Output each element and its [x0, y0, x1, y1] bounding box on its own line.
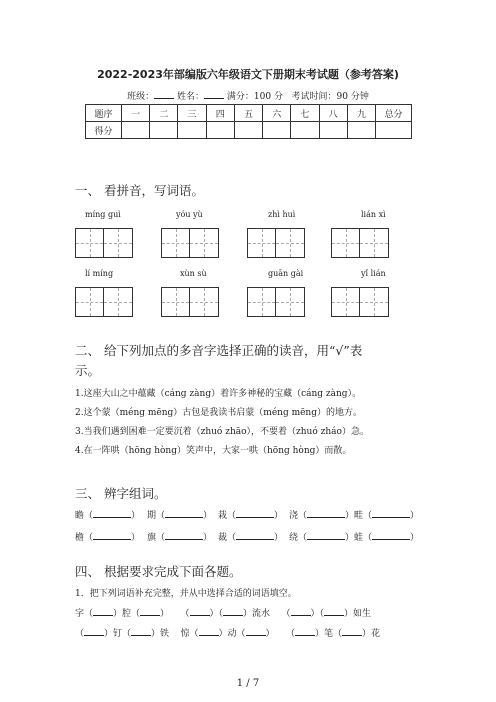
score-row-label: 得分	[86, 122, 122, 139]
score-cell[interactable]	[347, 122, 375, 139]
answer-blank[interactable]	[199, 626, 219, 636]
idiom-text: ）钉（	[104, 629, 132, 639]
score-header-cell: 五	[234, 105, 262, 122]
idiom-text: ）腔（	[113, 609, 141, 619]
char-pair	[147, 530, 212, 543]
writing-cell[interactable]	[360, 229, 388, 257]
char-label: 期（	[147, 511, 166, 521]
page-number: 1 / 7	[236, 678, 260, 689]
writing-cell[interactable]	[76, 288, 104, 316]
idiom-text: （	[75, 629, 85, 639]
idiom-text: ）（	[310, 609, 325, 619]
char-pair	[147, 508, 212, 521]
answer-blank[interactable]	[93, 606, 113, 616]
writing-cell[interactable]	[104, 288, 132, 316]
bracket-close: ）	[203, 511, 213, 521]
score-header-cell: 总分	[376, 105, 412, 122]
answer-blank[interactable]	[223, 606, 243, 616]
char-label: 裁（	[218, 533, 237, 543]
answer-blank[interactable]	[291, 606, 311, 616]
pinyin-label: lí míng	[85, 269, 114, 278]
bracket-close: ）	[345, 533, 355, 543]
char-pair	[218, 530, 283, 543]
score-cell[interactable]	[263, 122, 291, 139]
score-cell[interactable]	[150, 122, 178, 139]
score-header-cell: 四	[206, 105, 234, 122]
idiom-text: ）	[265, 629, 275, 639]
document-title: 2022-2023年部编版六年级语文下册期末考试题（参考答案)	[97, 68, 399, 81]
idiom-text: ）（	[209, 609, 224, 619]
answer-blank[interactable]	[342, 626, 362, 636]
answer-blank[interactable]	[93, 508, 131, 518]
class-label: 班级：	[127, 92, 155, 102]
score-cell[interactable]	[234, 122, 262, 139]
writing-cell[interactable]	[276, 288, 304, 316]
idiom-text: 惊（	[180, 629, 199, 639]
idiom-text: ）	[160, 609, 170, 619]
char-pair	[75, 530, 140, 543]
pinyin-label: guān gài	[268, 269, 304, 278]
exam-info	[0, 89, 496, 102]
char-label: 檐（	[75, 533, 94, 543]
char-label: 浇（	[289, 511, 308, 521]
bracket-close: ）	[203, 533, 213, 543]
answer-blank[interactable]	[295, 626, 315, 636]
writing-cell[interactable]	[332, 229, 360, 257]
name-label: 姓名：	[177, 92, 205, 102]
idiom-text: 字（	[75, 609, 94, 619]
score-cell[interactable]	[122, 122, 150, 139]
char-label: 畦（	[354, 511, 373, 521]
char-label: 瞻（	[75, 511, 94, 521]
writing-grid[interactable]	[331, 228, 389, 258]
score-header-cell: 一	[122, 105, 150, 122]
idiom-text: ）流水	[243, 609, 271, 619]
bracket-close: ）	[131, 511, 141, 521]
class-blank	[154, 89, 174, 99]
idiom-row	[75, 626, 380, 639]
answer-blank[interactable]	[372, 530, 410, 540]
writing-cell[interactable]	[248, 229, 276, 257]
score-table-header-row	[86, 105, 412, 122]
score-cell[interactable]	[319, 122, 347, 139]
idiom-text: ）花	[362, 629, 381, 639]
char-label: 绕（	[289, 533, 308, 543]
score-header-cell: 七	[291, 105, 319, 122]
section-1-heading: 一、 看拼音，写词语。	[75, 183, 204, 198]
char-pair	[354, 530, 419, 543]
answer-blank[interactable]	[372, 508, 410, 518]
score-cell[interactable]	[206, 122, 234, 139]
writing-cell[interactable]	[76, 229, 104, 257]
name-blank	[204, 89, 224, 99]
score-cell[interactable]	[178, 122, 206, 139]
char-pair	[354, 508, 419, 521]
idiom-text: ）笔（	[315, 629, 343, 639]
section-3-heading: 三、 辨字组词。	[75, 486, 167, 501]
answer-blank[interactable]	[165, 508, 203, 518]
writing-cell[interactable]	[190, 229, 218, 257]
idiom-text: ）如生	[344, 609, 372, 619]
score-label: 满分：100 分	[226, 92, 283, 102]
idiom-row	[75, 606, 371, 619]
bracket-close: ）	[274, 511, 284, 521]
answer-blank[interactable]	[307, 508, 345, 518]
char-label: 栽（	[218, 511, 237, 521]
writing-cell[interactable]	[104, 229, 132, 257]
bracket-close: ）	[410, 511, 420, 521]
idiom-text: （	[286, 629, 296, 639]
char-pair	[289, 508, 354, 521]
section-2-heading: 二、 给下列加点的多音字选择正确的读音，用“√”表	[75, 343, 363, 358]
answer-blank[interactable]	[140, 606, 160, 616]
score-header-cell: 三	[178, 105, 206, 122]
char-label: 旗（	[147, 533, 166, 543]
writing-cell[interactable]	[162, 229, 190, 257]
idiom-text: （	[281, 609, 291, 619]
bracket-close: ）	[410, 533, 420, 543]
writing-grid[interactable]	[331, 287, 389, 317]
answer-blank[interactable]	[324, 606, 344, 616]
score-table	[85, 104, 412, 139]
char-pair	[289, 530, 354, 543]
writing-grid[interactable]	[161, 287, 219, 317]
question-item: 3.当我们遇到困难一定要沉着（zhuó zhāo），不要着（zhuó zháo）急。	[75, 427, 369, 437]
char-label: 蛙（	[354, 533, 373, 543]
char-pair	[218, 508, 283, 521]
answer-blank[interactable]	[307, 530, 345, 540]
score-header-cell: 二	[150, 105, 178, 122]
pinyin-label: zhì huì	[268, 210, 296, 219]
idiom-text: （	[180, 609, 190, 619]
writing-cell[interactable]	[248, 288, 276, 316]
section-2-heading-cont: 示。	[75, 363, 101, 378]
writing-cell[interactable]	[360, 288, 388, 316]
pinyin-label: míng guì	[85, 210, 121, 219]
writing-grid[interactable]	[75, 228, 133, 258]
char-pair	[75, 508, 140, 521]
question-item: 2.这个蒙（méng mēng）古包是我读书启蒙（méng mēng）的地方。	[75, 408, 362, 418]
score-cell[interactable]	[291, 122, 319, 139]
writing-cell[interactable]	[190, 288, 218, 316]
pinyin-label: yǐ lián	[361, 269, 386, 278]
answer-blank[interactable]	[131, 626, 151, 636]
answer-blank[interactable]	[246, 626, 266, 636]
writing-cell[interactable]	[332, 288, 360, 316]
answer-blank[interactable]	[93, 530, 131, 540]
score-table-score-row	[86, 122, 412, 139]
writing-grid[interactable]	[247, 228, 305, 258]
pinyin-label: yóu yù	[176, 210, 203, 219]
score-header-cell: 题序	[86, 105, 122, 122]
score-header-cell: 八	[319, 105, 347, 122]
answer-blank[interactable]	[165, 530, 203, 540]
writing-grid[interactable]	[75, 287, 133, 317]
score-header-cell: 六	[263, 105, 291, 122]
score-header-cell: 九	[347, 105, 375, 122]
answer-blank[interactable]	[84, 626, 104, 636]
score-cell[interactable]	[376, 122, 412, 139]
answer-blank[interactable]	[190, 606, 210, 616]
bracket-close: ）	[274, 533, 284, 543]
time-label: 考试时间：90 分钟	[291, 92, 369, 102]
section-4-heading: 四、 根据要求完成下面各题。	[75, 564, 242, 579]
bracket-close: ）	[131, 533, 141, 543]
writing-grid[interactable]	[247, 287, 305, 317]
pinyin-label: xùn sù	[180, 269, 207, 278]
pinyin-label: lián xì	[361, 210, 386, 219]
question-item: 1.这座大山之中蕴藏（cáng zàng）着许多神秘的宝藏（cáng zàng）。	[75, 389, 362, 399]
writing-grid[interactable]	[161, 228, 219, 258]
idiom-text: ）动（	[218, 629, 246, 639]
idiom-text: ）铁	[151, 629, 170, 639]
answer-blank[interactable]	[236, 508, 274, 518]
question-item: 4.在一阵哄（hōng hòng）笑声中，大家一哄（hōng hòng）而散。	[75, 446, 352, 456]
writing-cell[interactable]	[276, 229, 304, 257]
answer-blank[interactable]	[236, 530, 274, 540]
question-1: 1．把下列词语补充完整，并从中选择合适的词语填空。	[75, 589, 297, 599]
bracket-close: ）	[345, 511, 355, 521]
writing-cell[interactable]	[162, 288, 190, 316]
